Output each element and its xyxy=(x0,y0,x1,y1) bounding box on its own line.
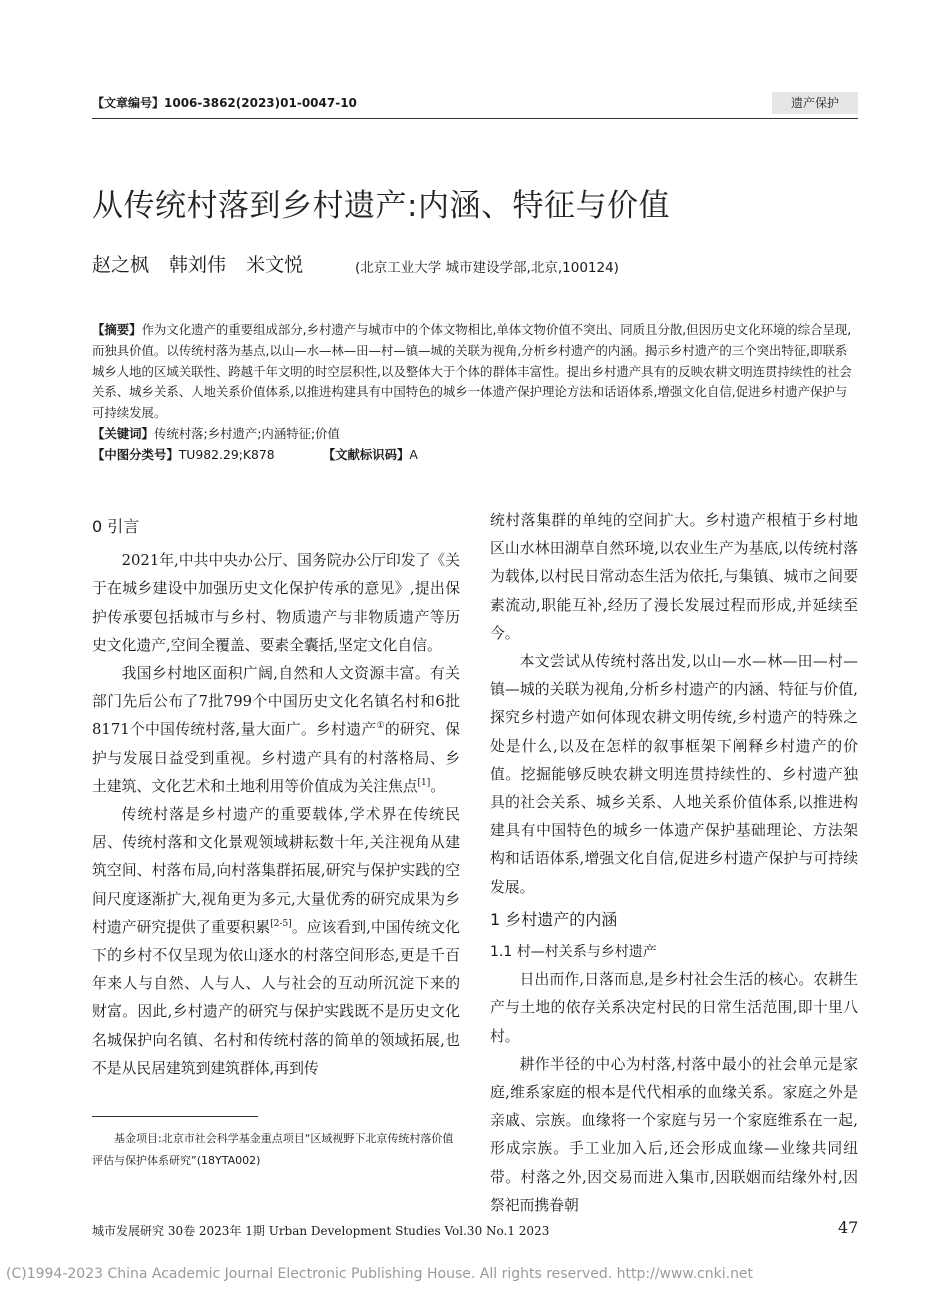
right-column xyxy=(490,507,858,1220)
abstract-text: 作为文化遗产的重要组成部分,乡村遗产与城市中的个体文物相比,单体文物价值不突出、同质且分散,但因历史文化环境的综合呈现,而独具价值。以传统村落为基点,以山—水—林—田—村—镇—城的关联为视角,分析乡村遗产的内涵。揭示乡村遗产的三个突出特征,即联系城乡人地的区域关联性、跨越千年文明的时空层积性,以及整体大于个体的群体丰富性。提出乡村遗产具有的反映农耕文明连贯持续性的社会关系、城乡关系、人地关系价值体系,以推进构建具有中国特色的城乡一体遗产保护理论方法和话语体系,增强文化自信,促进乡村遗产保护与可持续发展。 xyxy=(92,322,852,421)
paper-title: 从传统村落到乡村遗产:内涵、特征与价值 xyxy=(92,188,670,224)
classification xyxy=(92,445,858,466)
authors: 赵之枫 韩刘伟 米文悦 xyxy=(92,254,304,276)
doc-code-label: 【文献标识码】 xyxy=(322,446,410,462)
section-heading-intro: 0 引言 xyxy=(92,517,140,536)
text: 我国乡村地区面积广阔,自然和人文资源丰富。有关部门先后公布了7批799个中国历史文化名镇名村和6批8171个中国传统村落,量大面广。乡村遗产 xyxy=(92,665,460,739)
footnote-rule xyxy=(92,1116,258,1117)
abstract-label: 【摘要】 xyxy=(92,322,142,337)
article-number: 【文章编号】1006-3862(2023)01-0047-10 xyxy=(92,96,357,110)
journal-footer: 城市发展研究 30卷 2023年 1期 Urban Development Studies Vol.30 No.1 2023 xyxy=(92,1224,550,1238)
paragraph: 耕作半径的中心为村落,村落中最小的社会单元是家庭,维系家庭的根本是代代相承的血缘关系。家庭之外是亲戚、宗族。血缘将一个家庭与另一个家庭维系在一起,形成宗族。手工业加入后,还会形成血缘—业缘共同纽带。村落之外,因交易而进入集市,因联姻而结缘外村,因祭祀而携眷朝 xyxy=(490,1055,858,1214)
page-number: 47 xyxy=(838,1218,859,1237)
citation: [1] xyxy=(417,777,431,788)
keywords xyxy=(92,424,858,445)
keywords-label: 【关键词】 xyxy=(92,425,154,441)
text: 。 xyxy=(430,777,446,795)
citation: [2-5] xyxy=(270,918,292,929)
abstract xyxy=(92,320,858,424)
text: 传统村落是乡村遗产的重要载体,学术界在传统民居、传统村落和文化景观领域耕耘数十年,关注视角从建筑空间、村落布局,向村落集群拓展,研究与保护实践的空间尺度逐渐扩大,视角更为多元,大量优秀的研究成果为乡村遗产研究提供了重要积累 xyxy=(92,806,460,936)
text: 。应该看到,中国传统文化下的乡村不仅呈现为依山逐水的村落空间形态,更是千百年来人与自然、人与人、人与社会的互动所沉淀下来的财富。因此,乡村遗产的研究与保护实践既不是历史文化名城保护向名镇、名村和传统村落的简单的领域拓展,也不是从民居建筑到建筑群体,再到传 xyxy=(92,918,460,1077)
section-tag: 遗产保护 xyxy=(772,92,858,114)
abstract-block xyxy=(92,320,858,466)
clc-value: TU982.29;K878 xyxy=(178,446,275,462)
paragraph: 本文尝试从传统村落出发,以山—水—林—田—村—镇—城的关联为视角,分析乡村遗产的内涵、特征与价值,探究乡村遗产如何体现农耕文明传统,乡村遗产的特殊之处是什么,以及在怎样的叙事框架下阐释乡村遗产的价值。挖掘能够反映农耕文明连贯持续性的、乡村遗产独具的社会关系、城乡关系、人地关系价值体系,以推进构建具有中国特色的城乡一体遗产保护基础理论、方法架构和话语体系,增强文化自信,促进乡村遗产保护与可持续发展。 xyxy=(490,653,858,896)
clc-label: 【中图分类号】 xyxy=(92,446,179,462)
paragraph: 2021年,中共中央办公厅、国务院办公厅印发了《关于在城乡建设中加强历史文化保护传承的意见》,提出保护传承要包括城市与乡村、物质遗产与非物质遗产等历史文化遗产,空间全覆盖、要素全囊括,坚定文化自信。 xyxy=(92,552,460,654)
paragraph: 日出而作,日落而息,是乡村社会生活的核心。农耕生产与土地的依存关系决定村民的日常生活范围,即十里八村。 xyxy=(490,971,858,1045)
subsection-heading-1-1: 1.1 村—村关系与乡村遗产 xyxy=(490,944,657,961)
footnote-ref: ① xyxy=(376,721,385,732)
section-heading-1: 1 乡村遗产的内涵 xyxy=(490,909,618,929)
left-column xyxy=(92,513,460,1083)
copyright-line: (C)1994-2023 China Academic Journal Electronic Publishing House. All rights reserved. http://www.cnki.net xyxy=(6,1266,754,1282)
keywords-text: 传统村落;乡村遗产;内涵特征;价值 xyxy=(153,425,340,441)
text: 的研究、保护与发展日益受到重视。乡村遗产具有的村落格局、乡土建筑、文化艺术和土地利用等价值成为关注焦点 xyxy=(92,721,460,795)
doc-code-value: A xyxy=(409,446,418,462)
paragraph xyxy=(92,801,460,1083)
paragraph xyxy=(92,660,460,801)
affiliation: (北京工业大学 城市建设学部,北京,100124) xyxy=(355,260,619,276)
header-rule xyxy=(92,118,858,119)
paragraph: 统村落集群的单纯的空间扩大。乡村遗产根植于乡村地区山水林田湖草自然环境,以农业生产为基底,以传统村落为载体,以村民日常动态生活为依托,与集镇、城市之间要素流动,职能互补,经历了漫长发展过程而形成,并延续至今。 xyxy=(490,512,858,642)
funding-footnote: 基金项目:北京市社会科学基金重点项目“区域视野下北京传统村落价值评估与保护体系研究”(18YTA002) xyxy=(92,1132,454,1167)
